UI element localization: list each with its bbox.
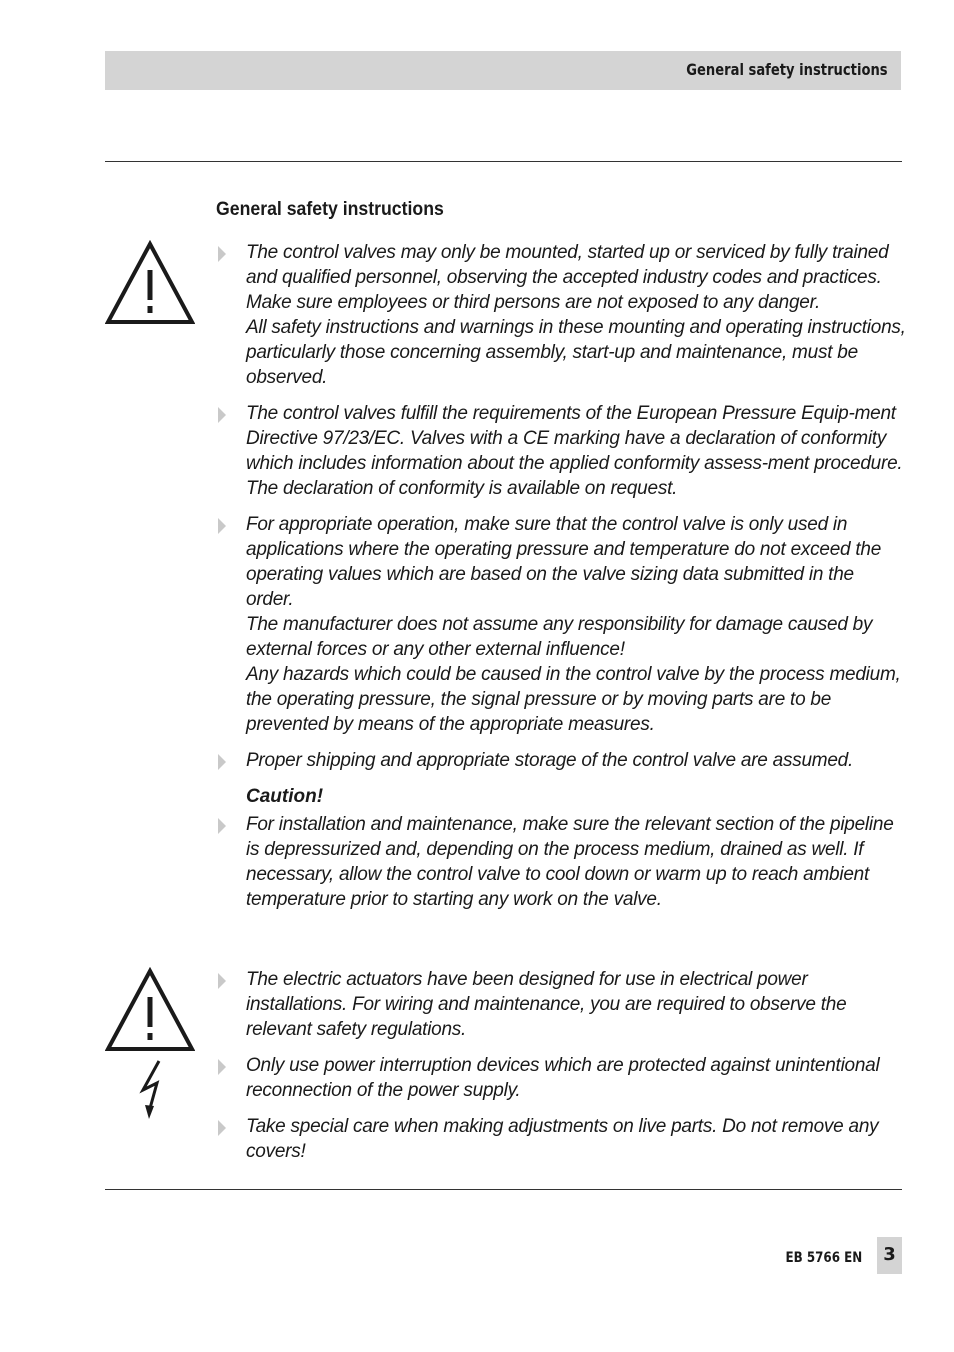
electrical-safety-block bbox=[216, 967, 906, 1175]
item-paragraph: Take special care when making adjustments on live parts. Do not remove any covers! bbox=[246, 1116, 879, 1162]
running-header bbox=[105, 51, 901, 90]
arrow-bullet-icon bbox=[216, 406, 228, 424]
top-divider bbox=[105, 161, 902, 162]
item-paragraph: The manufacturer does not assume any responsibility for damage caused by external forces or any other external influence! bbox=[246, 614, 873, 660]
item-paragraph: The control valves may only be mounted, started up or serviced by fully trained and qualified personnel, observing the accepted industry codes and practices. Make sure employees or third persons are not exposed to any danger. bbox=[246, 242, 889, 313]
caution-text: For installation and maintenance, make sure the relevant section of the pipeline is depressurized and, depending on the process medium, drained as well. If necessary, allow the control valve to cool down or warm up to reach ambient temperature prior to starting any work on the valve. bbox=[246, 814, 894, 910]
arrow-bullet-icon bbox=[216, 1058, 228, 1076]
list-item bbox=[216, 1114, 906, 1164]
general-safety-block bbox=[216, 240, 906, 923]
list-item bbox=[216, 812, 906, 912]
arrow-bullet-icon bbox=[216, 1119, 228, 1137]
arrow-bullet-icon bbox=[216, 817, 228, 835]
item-paragraph: Proper shipping and appropriate storage of the control valve are assumed. bbox=[246, 750, 854, 771]
arrow-bullet-icon bbox=[216, 517, 228, 535]
item-paragraph: Only use power interruption devices which are protected against unintentional reconnection of the power supply. bbox=[246, 1055, 880, 1101]
list-item bbox=[216, 240, 906, 390]
item-paragraph: All safety instructions and warnings in these mounting and operating instructions, particularly those concerning assembly, start-up and maintenance, must be observed. bbox=[246, 317, 906, 388]
bottom-divider bbox=[105, 1189, 902, 1190]
arrow-bullet-icon bbox=[216, 972, 228, 990]
item-paragraph: Any hazards which could be caused in the control valve by the process medium, the operating pressure, the signal pressure or by moving parts are to be prevented by means of the appropriate measures. bbox=[246, 664, 901, 735]
item-paragraph: For appropriate operation, make sure that the control valve is only used in applications where the operating pressure and temperature do not exceed the operating values which are based on the valve sizing data submitted in the order. bbox=[246, 514, 882, 610]
list-item bbox=[216, 512, 906, 737]
document-id: EB 5766 EN bbox=[785, 1250, 862, 1266]
item-paragraph: The control valves fulfill the requirements of the European Pressure Equip-ment Directive 97/23/EC. Valves with a CE marking have a declaration of conformity which includes information about the applied conformity assess-ment procedure. The declaration of conformity is available on request. bbox=[246, 403, 903, 499]
list-item bbox=[216, 401, 906, 501]
list-item bbox=[216, 748, 906, 773]
warning-triangle-icon bbox=[105, 240, 195, 326]
warning-triangle-lightning-icon bbox=[105, 967, 195, 1122]
page-number: 3 bbox=[883, 1244, 896, 1265]
arrow-bullet-icon bbox=[216, 245, 228, 263]
list-item bbox=[216, 1053, 906, 1103]
page-number-box bbox=[877, 1237, 902, 1274]
caution-label: Caution! bbox=[246, 786, 324, 807]
arrow-bullet-icon bbox=[216, 753, 228, 771]
running-header-title: General safety instructions bbox=[686, 60, 888, 79]
list-item bbox=[216, 967, 906, 1042]
section-heading: General safety instructions bbox=[216, 199, 444, 220]
item-paragraph: The electric actuators have been designed for use in electrical power installations. For wiring and maintenance, you are required to observe the relevant safety regulations. bbox=[246, 969, 847, 1040]
